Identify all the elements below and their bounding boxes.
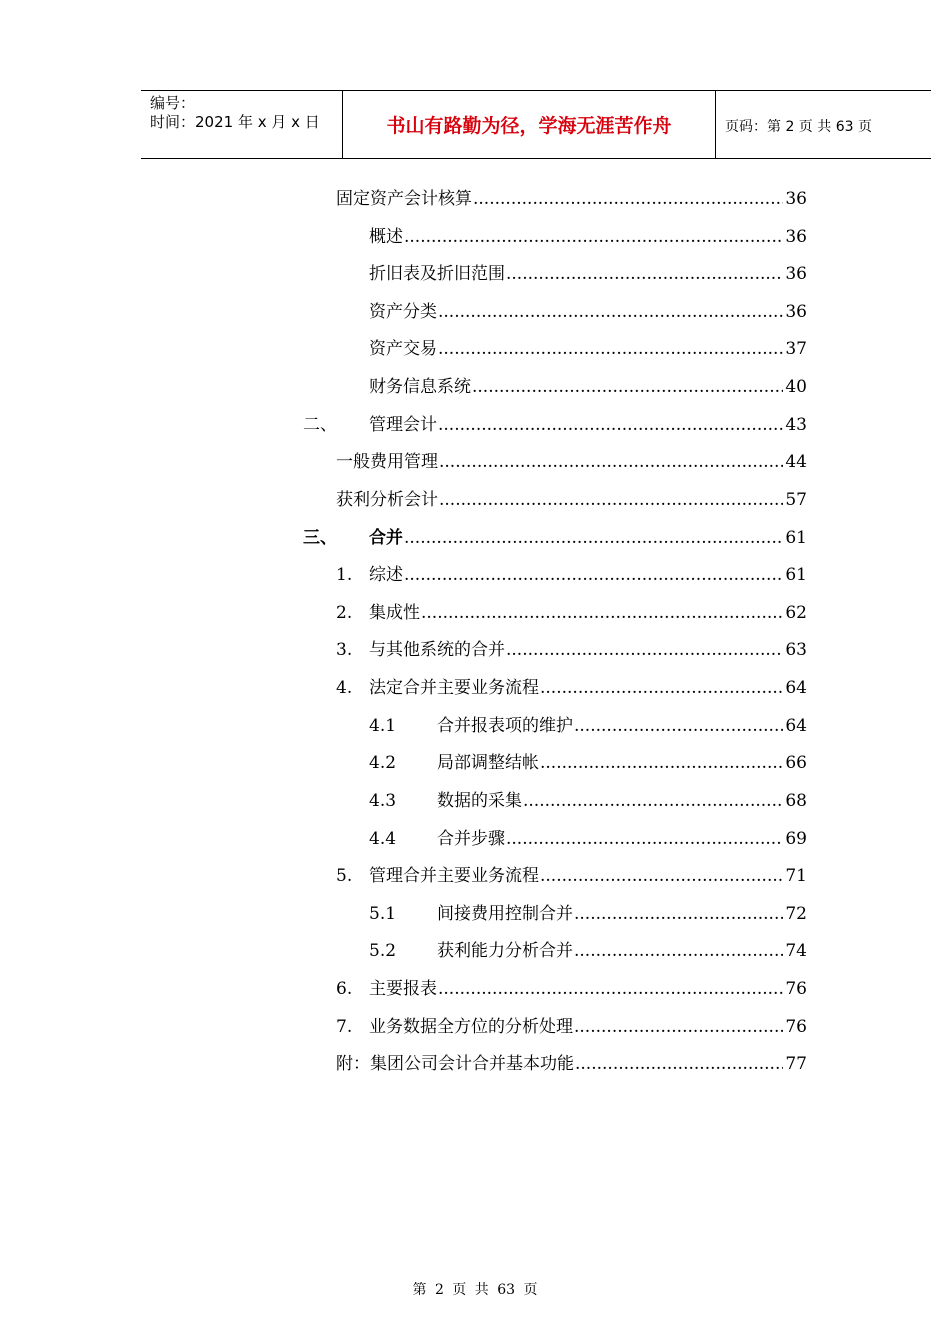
toc-leader [506,637,783,663]
date-label: 时间：2021 年 x 月 x 日 [150,113,320,131]
toc-number: 6. [336,979,353,999]
toc-title: 数据的采集 [437,791,522,811]
toc-row[interactable] [369,374,807,400]
header-page-label: 页码：第 2 页 共 63 页 [725,119,872,135]
toc-page-number: 43 [785,415,807,435]
toc-page-number: 64 [785,716,807,736]
toc-leader [438,976,783,1002]
toc-title: 合并报表项的维护 [437,716,573,736]
toc-row[interactable] [336,487,807,513]
toc-row[interactable] [369,901,807,927]
toc-leader [438,299,783,325]
toc-page-number: 44 [785,452,807,472]
toc-page-number: 62 [785,603,807,623]
toc-title: 获利分析会计 [336,490,438,510]
toc-row[interactable] [336,600,807,626]
toc-number: 2. [336,603,353,623]
toc-row[interactable] [369,224,807,250]
toc-page-number: 71 [785,866,807,886]
toc-page-number: 74 [785,941,807,961]
header-page-cell [716,91,931,158]
toc-row[interactable] [369,938,807,964]
toc-page-number: 72 [785,904,807,924]
toc-row[interactable] [336,675,807,701]
toc-row[interactable] [369,299,807,325]
toc-leader [404,525,783,551]
toc-number: 二、 [303,415,337,435]
toc-number: 1. [336,565,353,585]
toc-title: 财务信息系统 [369,377,471,397]
toc-number: 5.1 [369,904,397,924]
toc-leader [404,562,783,588]
toc-row[interactable] [369,336,807,362]
toc-leader [575,1051,783,1077]
toc-title: 综述 [369,565,403,585]
toc-title: 法定合并主要业务流程 [369,678,539,698]
toc-page-number: 40 [785,377,807,397]
toc-title: 附：集团公司会计合并基本功能 [336,1054,574,1074]
toc-title: 概述 [369,227,403,247]
toc-number: 5.2 [369,941,397,961]
toc-title: 合并 [369,528,403,548]
toc-row[interactable] [369,750,807,776]
toc-leader [574,1014,783,1040]
toc-number: 7. [336,1017,353,1037]
toc-title: 业务数据全方位的分析处理 [369,1017,573,1037]
toc-number: 三、 [303,528,337,548]
toc-page-number: 69 [785,829,807,849]
toc-leader [574,713,783,739]
toc-row[interactable] [336,863,807,889]
toc-leader [421,600,783,626]
toc-leader [439,449,783,475]
toc-page-number: 76 [785,979,807,999]
toc-leader [540,863,783,889]
toc-title: 局部调整结帐 [437,753,539,773]
toc-number: 4.2 [369,753,397,773]
toc-row[interactable] [336,637,807,663]
toc-leader [574,938,783,964]
toc-title: 主要报表 [369,979,437,999]
toc-title: 一般费用管理 [336,452,438,472]
toc-page-number: 61 [785,528,807,548]
toc-leader [523,788,783,814]
toc-title: 管理会计 [369,415,437,435]
page-header [141,90,931,159]
toc-page-number: 36 [785,264,807,284]
toc-page-number: 37 [785,339,807,359]
toc-leader [540,675,783,701]
toc-title: 资产分类 [369,302,437,322]
toc-leader [472,374,783,400]
toc-leader [506,261,783,287]
toc-row[interactable] [369,261,807,287]
toc-page-number: 61 [785,565,807,585]
toc-row[interactable] [336,562,807,588]
toc-leader [574,901,783,927]
toc-leader [439,487,783,513]
toc-title: 固定资产会计核算 [336,189,472,209]
toc-title: 与其他系统的合并 [369,640,505,660]
toc-title: 合并步骤 [437,829,505,849]
toc-number: 3. [336,640,353,660]
toc-leader [404,224,783,250]
toc-title: 资产交易 [369,339,437,359]
toc-leader [438,412,783,438]
toc-page-number: 64 [785,678,807,698]
toc-page-number: 76 [785,1017,807,1037]
toc-row[interactable] [336,1051,807,1077]
toc-page-number: 68 [785,791,807,811]
toc-row[interactable] [303,412,807,438]
serial-label: 编号： [150,94,196,112]
toc-page-number: 57 [785,490,807,510]
toc-page-number: 36 [785,189,807,209]
toc-page-number: 66 [785,753,807,773]
toc-number: 4.1 [369,716,397,736]
toc-leader [473,186,783,212]
toc-row[interactable] [336,449,807,475]
toc-number: 4.4 [369,829,397,849]
page-footer: 第 2 页 共 63 页 [412,1282,538,1298]
toc-row[interactable] [369,826,807,852]
toc-row[interactable] [336,976,807,1002]
toc-leader [506,826,783,852]
toc-leader [438,336,783,362]
toc-page-number: 77 [785,1054,807,1074]
toc-row[interactable] [369,788,807,814]
toc-row[interactable] [336,1014,807,1040]
toc-number: 4. [336,678,353,698]
toc-page-number: 63 [785,640,807,660]
header-motto: 书山有路勤为径，学海无涯苦作舟 [386,115,672,137]
toc-row[interactable] [369,713,807,739]
header-motto-cell [343,91,716,158]
toc-title: 折旧表及折旧范围 [369,264,505,284]
toc-title: 间接费用控制合并 [437,904,573,924]
toc-row[interactable] [303,525,807,551]
toc-leader [540,750,783,776]
toc-title: 集成性 [369,603,420,623]
toc-title: 管理合并主要业务流程 [369,866,539,886]
toc-page-number: 36 [785,302,807,322]
toc-number: 5. [336,866,353,886]
toc-title: 获利能力分析合并 [437,941,573,961]
toc-number: 4.3 [369,791,397,811]
toc-page-number: 36 [785,227,807,247]
toc-row[interactable] [336,186,807,212]
header-info-cell [141,91,343,158]
